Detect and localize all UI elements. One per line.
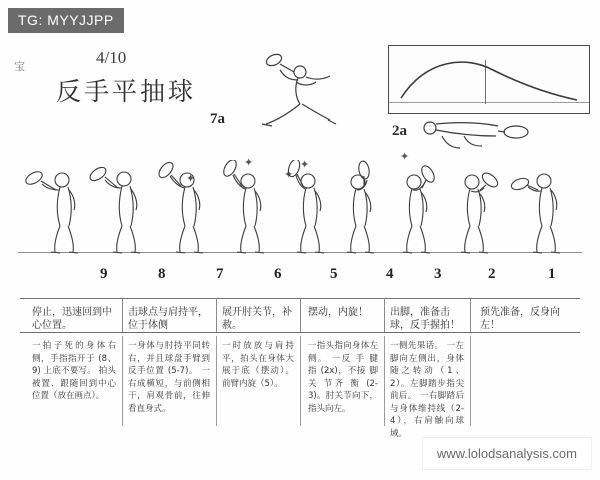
figure-number-2: 2	[488, 266, 496, 282]
body-divider-1	[122, 336, 123, 426]
caption-divider-4	[384, 298, 385, 332]
url-watermark: www.lolodsanalysis.com	[422, 437, 592, 470]
body-column-1: 一拍子死的身体右侧，手指指开于 (8、9) 上底不要写。 拍头被置、跟随回到中心位置（放在画点）。	[32, 341, 116, 401]
body-divider-4	[384, 336, 385, 426]
shuttle-icon: ✦	[284, 168, 294, 181]
caption-1: 停止，迅速回到中心位置。	[32, 307, 112, 331]
body-divider-3	[300, 336, 301, 426]
sequence-figure-8	[84, 160, 152, 256]
figure-number-8: 8	[158, 266, 166, 282]
sequence-figure-2	[442, 160, 510, 256]
figure-number-6: 6	[274, 266, 282, 282]
caption-divider-5	[470, 298, 471, 332]
label-7a: 7a	[210, 111, 225, 127]
body-column-4: 一指头指向身体左侧。 一反 手 腱 指 (2x)，不接 脚关 节齐 衡 (2-3)。肘关节向下，指头向左。	[308, 341, 378, 414]
figure-number-7: 7	[216, 266, 224, 282]
body-column-3: 一时放放与肩持平，拍头在身体大展于底（摆动）。前臂内旋（5）。	[222, 341, 294, 389]
page-title: 反手平抽球	[56, 77, 197, 106]
sequence-figure-9	[22, 160, 90, 256]
shuttle-icon: ✦	[244, 156, 254, 169]
figure-number-5: 5	[330, 266, 338, 282]
body-divider-5	[470, 336, 471, 426]
label-2a: 2a	[392, 123, 407, 139]
shuttle-icon: ✦	[300, 158, 310, 171]
caption-4: 摆动，内旋！	[308, 307, 368, 318]
caption-divider-3	[300, 298, 301, 332]
figure-number-9: 9	[100, 266, 108, 282]
shuttle-icon: ✦	[400, 150, 410, 163]
caption-5: 出脚，准备击球，反手握拍！	[390, 307, 460, 331]
figure-number-4: 4	[386, 266, 394, 282]
figure-7a-lunge	[238, 50, 348, 130]
caption-divider-1	[122, 298, 123, 332]
body-divider-2	[216, 336, 217, 426]
trajectory-inset-box	[388, 45, 590, 114]
caption-2: 击球点与肩持平，位于体侧	[128, 307, 208, 331]
shuttle-trajectory-arc	[397, 54, 581, 104]
sequence-figure-6	[206, 160, 274, 256]
body-column-5: 一侧先果话。 一左脚向左侧出，身体随之转动（1、2）。左脚踏步指尖前后。 一右脚踏后与身体维持线（2-4），右肩触向球域。	[390, 341, 464, 439]
corner-mark: 宝	[14, 60, 25, 73]
caption-3: 展开肘关节，补赦。	[222, 307, 292, 331]
page-number: 4/10	[96, 48, 127, 67]
body-column-2: 一身体与肘持平同转右，并且球盘手臂到反手位置 (5-7)。 一右成横短，与前侧相干，肩观骨前，往伸看直身式。	[128, 341, 210, 414]
figure-number-1: 1	[548, 266, 556, 282]
sequence-figure-3	[382, 160, 450, 256]
caption-divider-2	[216, 298, 217, 332]
sequence-figure-7	[146, 160, 214, 256]
sequence-figure-1	[506, 160, 574, 256]
shuttle-icon: ✦	[186, 172, 196, 185]
caption-6: 预先准备，反身向左！	[480, 307, 560, 331]
figure-number-3: 3	[434, 266, 442, 282]
figure-2a-reach	[412, 112, 542, 152]
divider-mid	[20, 332, 580, 333]
telegram-watermark: TG: MYYJJPP	[8, 8, 124, 33]
